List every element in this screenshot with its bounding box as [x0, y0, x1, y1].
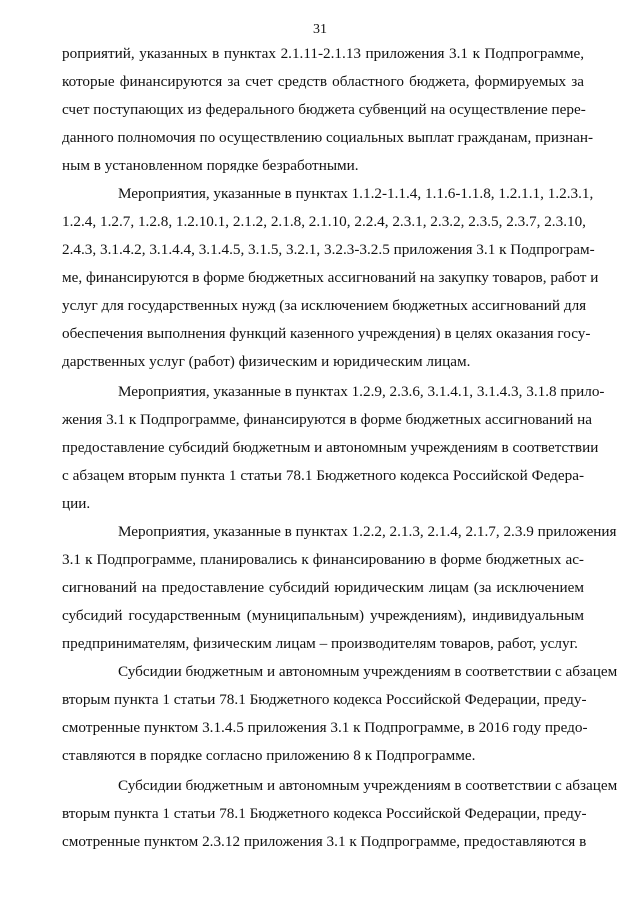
paragraph-4-line-2: 3.1 к Подпрограмме, планировались к финансированию в форме бюджетных ас-	[62, 551, 584, 568]
paragraph-2-line-7: дарственных услуг (работ) физическим и юридическим лицам.	[62, 353, 471, 370]
paragraph-3-line-3: предоставление субсидий бюджетным и автономным учреждениям в соответствии	[62, 439, 599, 456]
paragraph-1-line-5: ным в установленном порядке безработными.	[62, 157, 359, 174]
paragraph-4-line-3: сигнований на предоставление субсидий юридическим лицам (за исключением	[62, 579, 584, 596]
paragraph-2-line-4: ме, финансируются в форме бюджетных ассигнований на закупку товаров, работ и	[62, 269, 599, 286]
paragraph-2-line-3: 2.4.3, 3.1.4.2, 3.1.4.4, 3.1.4.5, 3.1.5, 3.2.1, 3.2.3-3.2.5 приложения 3.1 к Подпрограм-	[62, 241, 595, 258]
paragraph-1-line-1: роприятий, указанных в пунктах 2.1.11-2.1.13 приложения 3.1 к Подпрограмме,	[62, 45, 584, 62]
paragraph-6-line-3: смотренные пунктом 2.3.12 приложения 3.1 к Подпрограмме, предоставляются в	[62, 833, 587, 850]
paragraph-6-line-2: вторым пункта 1 статьи 78.1 Бюджетного кодекса Российской Федерации, преду-	[62, 805, 587, 822]
paragraph-1-line-2: которые финансируются за счет средств областного бюджета, формируемых за	[62, 73, 584, 90]
paragraph-4-line-1: Мероприятия, указанные в пунктах 1.2.2, 2.1.3, 2.1.4, 2.1.7, 2.3.9 приложения	[118, 523, 617, 540]
paragraph-3-line-2: жения 3.1 к Подпрограмме, финансируются в форме бюджетных ассигнований на	[62, 411, 593, 428]
paragraph-5-line-4: ставляются в порядке согласно приложению 8 к Подпрограмме.	[62, 747, 476, 764]
paragraph-3-line-4: с абзацем вторым пункта 1 статьи 78.1 Бюджетного кодекса Российской Федера-	[62, 467, 584, 484]
paragraph-5-line-2: вторым пункта 1 статьи 78.1 Бюджетного кодекса Российской Федерации, преду-	[62, 691, 587, 708]
page-number: 31	[313, 22, 327, 37]
paragraph-1-line-3: счет поступающих из федерального бюджета субвенций на осуществление пере-	[62, 101, 586, 118]
paragraph-2-line-5: услуг для государственных нужд (за исключением бюджетных ассигнований для	[62, 297, 587, 314]
paragraph-2-line-1: Мероприятия, указанные в пунктах 1.1.2-1.1.4, 1.1.6-1.1.8, 1.2.1.1, 1.2.3.1,	[118, 185, 594, 202]
paragraph-4-line-5: предпринимателям, физическим лицам – производителям товаров, работ, услуг.	[62, 635, 578, 652]
paragraph-3-line-1: Мероприятия, указанные в пунктах 1.2.9, 2.3.6, 3.1.4.1, 3.1.4.3, 3.1.8 прило-	[118, 383, 605, 400]
paragraph-3-line-5: ции.	[62, 495, 91, 512]
paragraph-2-line-6: обеспечения выполнения функций казенного учреждения) в целях оказания госу-	[62, 325, 591, 342]
paragraph-5-line-3: смотренные пунктом 3.1.4.5 приложения 3.1 к Подпрограмме, в 2016 году предо-	[62, 719, 588, 736]
paragraph-5-line-1: Субсидии бюджетным и автономным учреждениям в соответствии с абзацем	[118, 663, 618, 680]
paragraph-2-line-2: 1.2.4, 1.2.7, 1.2.8, 1.2.10.1, 2.1.2, 2.1.8, 2.1.10, 2.2.4, 2.3.1, 2.3.2, 2.3.5, 2.3.7, 2.3.10,	[62, 213, 586, 230]
paragraph-6-line-1: Субсидии бюджетным и автономным учреждениям в соответствии с абзацем	[118, 777, 618, 794]
paragraph-1-line-4: данного полномочия по осуществлению социальных выплат гражданам, признан-	[62, 129, 594, 146]
paragraph-4-line-4: субсидий государственным (муниципальным) учреждениям), индивидуальным	[62, 607, 584, 624]
